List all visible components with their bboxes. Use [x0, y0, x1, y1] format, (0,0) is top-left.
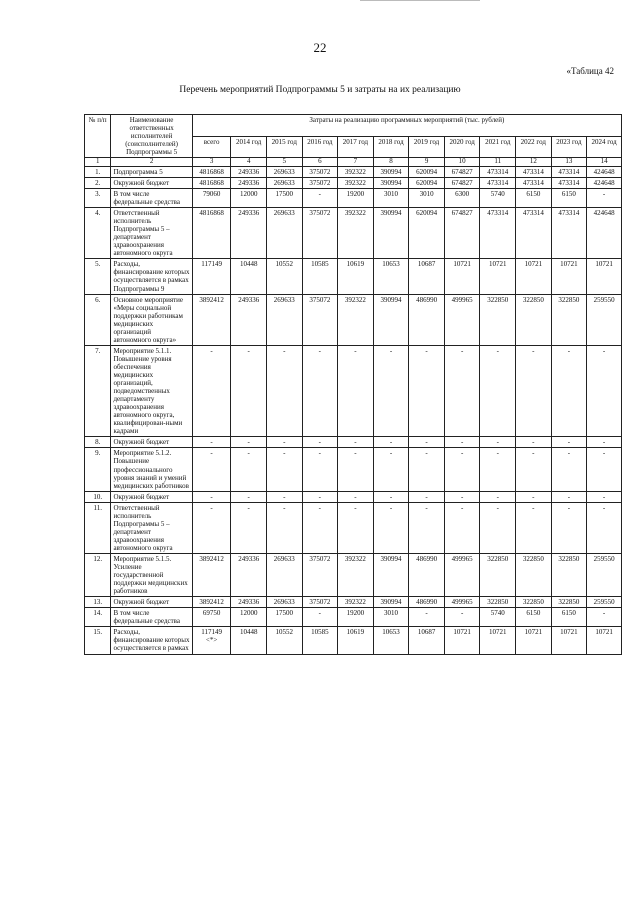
value-cell: - — [302, 608, 338, 627]
table-body — [85, 158, 622, 654]
table-row — [85, 608, 622, 627]
value-cell: 473314 — [551, 177, 587, 188]
row-number: 5. — [85, 259, 111, 294]
value-cell: 259550 — [587, 553, 622, 596]
value-cell: 6150 — [551, 608, 587, 627]
value-cell: 10619 — [338, 627, 374, 654]
row-name: Мероприятие 5.1.5. Усиление государственной поддержки медицинских работников — [111, 553, 192, 596]
value-cell: 322850 — [516, 553, 552, 596]
row-name: Ответственный исполнитель Подпрограммы 5 – департамент здравоохранения автономного округа — [111, 502, 192, 553]
header-year: 2022 год — [516, 136, 552, 158]
value-cell: - — [409, 345, 445, 437]
value-cell: 10585 — [302, 627, 338, 654]
value-cell: 473314 — [480, 166, 516, 177]
value-cell: 486990 — [409, 597, 445, 608]
value-cell: 6300 — [444, 189, 480, 208]
value-cell: 117149 <*> — [192, 627, 231, 654]
table-label: «Таблица 42 — [566, 66, 614, 76]
document-title: Перечень мероприятий Подпрограммы 5 и затраты на их реализацию — [179, 85, 461, 95]
value-cell: - — [587, 437, 622, 448]
row-name: Ответственный исполнитель Подпрограммы 5 – департамент здравоохранения автономного округа — [111, 208, 192, 259]
row-number: 15. — [85, 627, 111, 654]
value-cell: 473314 — [516, 208, 552, 259]
value-cell: 674827 — [444, 166, 480, 177]
column-index-cell: 13 — [551, 158, 587, 167]
value-cell: 620094 — [409, 166, 445, 177]
value-cell: 392322 — [338, 294, 374, 345]
value-cell: 3010 — [373, 608, 409, 627]
row-name: В том числе федеральные средства — [111, 189, 192, 208]
value-cell: - — [551, 502, 587, 553]
value-cell: 424648 — [587, 208, 622, 259]
value-cell: - — [409, 608, 445, 627]
value-cell: 10721 — [516, 259, 552, 294]
row-number: 4. — [85, 208, 111, 259]
row-name: Окружной бюджет — [111, 437, 192, 448]
value-cell: 3892412 — [192, 597, 231, 608]
value-cell: 424648 — [587, 177, 622, 188]
expenditure-table — [84, 114, 622, 655]
value-cell: 4816868 — [192, 177, 231, 188]
value-cell: 249336 — [231, 553, 267, 596]
value-cell: 269633 — [266, 208, 302, 259]
value-cell: 10721 — [516, 627, 552, 654]
table-row — [85, 502, 622, 553]
value-cell: - — [587, 448, 622, 491]
value-cell: - — [302, 345, 338, 437]
value-cell: 269633 — [266, 597, 302, 608]
value-cell: - — [373, 491, 409, 502]
value-cell: 486990 — [409, 553, 445, 596]
value-cell: - — [587, 502, 622, 553]
value-cell: - — [444, 437, 480, 448]
value-cell: - — [516, 345, 552, 437]
row-number: 11. — [85, 502, 111, 553]
table-row — [85, 491, 622, 502]
value-cell: - — [551, 345, 587, 437]
row-number: 13. — [85, 597, 111, 608]
value-cell: 392322 — [338, 177, 374, 188]
column-index-cell: 3 — [192, 158, 231, 167]
value-cell: - — [444, 502, 480, 553]
value-cell: 5740 — [480, 608, 516, 627]
header-year: 2018 год — [373, 136, 409, 158]
table-row — [85, 177, 622, 188]
header-total: всего — [192, 136, 231, 158]
value-cell: - — [266, 345, 302, 437]
table-header — [85, 115, 622, 158]
value-cell: 10721 — [587, 259, 622, 294]
top-edge-line — [360, 0, 480, 1]
value-cell: - — [231, 437, 267, 448]
value-cell: - — [192, 437, 231, 448]
table-row — [85, 627, 622, 654]
column-index-cell: 6 — [302, 158, 338, 167]
value-cell: - — [192, 448, 231, 491]
value-cell: 473314 — [480, 208, 516, 259]
column-index-cell: 14 — [587, 158, 622, 167]
value-cell: 6150 — [551, 189, 587, 208]
value-cell: - — [480, 345, 516, 437]
value-cell: - — [409, 491, 445, 502]
column-index-row — [85, 158, 622, 167]
value-cell: - — [231, 345, 267, 437]
header-year: 2021 год — [480, 136, 516, 158]
header-year: 2023 год — [551, 136, 587, 158]
value-cell: - — [480, 502, 516, 553]
value-cell: 17500 — [266, 608, 302, 627]
table-row — [85, 294, 622, 345]
value-cell: 322850 — [551, 294, 587, 345]
column-index-cell: 12 — [516, 158, 552, 167]
value-cell: 620094 — [409, 208, 445, 259]
value-cell: 3892412 — [192, 294, 231, 345]
row-number: 7. — [85, 345, 111, 437]
value-cell: - — [373, 437, 409, 448]
value-cell: 375072 — [302, 208, 338, 259]
value-cell: 269633 — [266, 553, 302, 596]
value-cell: 390994 — [373, 177, 409, 188]
table-row — [85, 189, 622, 208]
value-cell: - — [373, 345, 409, 437]
table-row — [85, 437, 622, 448]
page-number: 22 — [313, 40, 327, 55]
value-cell: 10721 — [551, 627, 587, 654]
value-cell: 10687 — [409, 259, 445, 294]
value-cell: 375072 — [302, 294, 338, 345]
header-num: № п/п — [85, 115, 111, 158]
value-cell: - — [338, 491, 374, 502]
value-cell: 249336 — [231, 208, 267, 259]
value-cell: - — [338, 502, 374, 553]
value-cell: 674827 — [444, 208, 480, 259]
value-cell: - — [338, 448, 374, 491]
column-index-cell: 2 — [111, 158, 192, 167]
value-cell: - — [409, 448, 445, 491]
row-number: 1. — [85, 166, 111, 177]
value-cell: - — [231, 502, 267, 553]
value-cell: - — [302, 502, 338, 553]
value-cell: 10721 — [444, 627, 480, 654]
value-cell: 322850 — [516, 294, 552, 345]
value-cell: 390994 — [373, 166, 409, 177]
value-cell: 10653 — [373, 627, 409, 654]
value-cell: - — [409, 502, 445, 553]
column-index-cell: 11 — [480, 158, 516, 167]
value-cell: 3892412 — [192, 553, 231, 596]
row-number: 12. — [85, 553, 111, 596]
value-cell: 4816868 — [192, 208, 231, 259]
value-cell: - — [516, 502, 552, 553]
value-cell: - — [231, 448, 267, 491]
value-cell: - — [444, 345, 480, 437]
table-row — [85, 553, 622, 596]
value-cell: 620094 — [409, 177, 445, 188]
value-cell: 249336 — [231, 294, 267, 345]
value-cell: 473314 — [516, 177, 552, 188]
value-cell: 10721 — [587, 627, 622, 654]
value-cell: 322850 — [551, 597, 587, 608]
value-cell: 499965 — [444, 597, 480, 608]
value-cell: 10585 — [302, 259, 338, 294]
value-cell: 249336 — [231, 166, 267, 177]
value-cell: - — [444, 448, 480, 491]
value-cell: 4816868 — [192, 166, 231, 177]
value-cell: 10721 — [551, 259, 587, 294]
table-row — [85, 597, 622, 608]
row-number: 6. — [85, 294, 111, 345]
value-cell: 390994 — [373, 553, 409, 596]
value-cell: - — [192, 502, 231, 553]
value-cell: - — [444, 491, 480, 502]
value-cell: 269633 — [266, 166, 302, 177]
value-cell: - — [266, 437, 302, 448]
value-cell: 10619 — [338, 259, 374, 294]
value-cell: - — [266, 491, 302, 502]
value-cell: 10721 — [480, 627, 516, 654]
row-name: Окружной бюджет — [111, 177, 192, 188]
value-cell: - — [587, 345, 622, 437]
value-cell: - — [551, 437, 587, 448]
value-cell: - — [231, 491, 267, 502]
value-cell: 19200 — [338, 189, 374, 208]
row-number: 10. — [85, 491, 111, 502]
value-cell: 322850 — [516, 597, 552, 608]
value-cell: 392322 — [338, 166, 374, 177]
value-cell: 392322 — [338, 208, 374, 259]
value-cell: - — [302, 437, 338, 448]
column-index-cell: 5 — [266, 158, 302, 167]
value-cell: - — [373, 448, 409, 491]
row-number: 2. — [85, 177, 111, 188]
value-cell: 10653 — [373, 259, 409, 294]
value-cell: 17500 — [266, 189, 302, 208]
row-number: 9. — [85, 448, 111, 491]
value-cell: - — [516, 491, 552, 502]
row-name: В том числе федеральные средства — [111, 608, 192, 627]
value-cell: 3010 — [409, 189, 445, 208]
value-cell: 10552 — [266, 259, 302, 294]
header-costs: Затраты на реализацию программных мероприятий (тыс. рублей) — [192, 115, 621, 137]
value-cell: - — [338, 345, 374, 437]
value-cell: - — [480, 448, 516, 491]
value-cell: 259550 — [587, 294, 622, 345]
value-cell: 473314 — [551, 208, 587, 259]
column-index-cell: 8 — [373, 158, 409, 167]
value-cell: 392322 — [338, 553, 374, 596]
value-cell: 499965 — [444, 553, 480, 596]
value-cell: - — [302, 448, 338, 491]
value-cell: 259550 — [587, 597, 622, 608]
row-number: 8. — [85, 437, 111, 448]
value-cell: 249336 — [231, 597, 267, 608]
value-cell: - — [587, 189, 622, 208]
value-cell: - — [444, 608, 480, 627]
row-name: Расходы, финансирование которых осуществляется в рамках — [111, 627, 192, 654]
value-cell: 12000 — [231, 189, 267, 208]
value-cell: 5740 — [480, 189, 516, 208]
value-cell: - — [338, 437, 374, 448]
value-cell: - — [266, 448, 302, 491]
row-name: Подпрограмма 5 — [111, 166, 192, 177]
value-cell: 392322 — [338, 597, 374, 608]
header-year: 2017 год — [338, 136, 374, 158]
value-cell: - — [302, 189, 338, 208]
value-cell: 6150 — [516, 189, 552, 208]
value-cell: 10721 — [480, 259, 516, 294]
value-cell: 10552 — [266, 627, 302, 654]
value-cell: - — [266, 502, 302, 553]
value-cell: 269633 — [266, 294, 302, 345]
value-cell: 473314 — [480, 177, 516, 188]
value-cell: 322850 — [480, 553, 516, 596]
row-name: Мероприятие 5.1.2. Повышение профессионального уровня знаний и умений медицинских работников — [111, 448, 192, 491]
value-cell: 322850 — [480, 597, 516, 608]
value-cell: 390994 — [373, 208, 409, 259]
header-year: 2014 год — [231, 136, 267, 158]
value-cell: 10721 — [444, 259, 480, 294]
value-cell: 486990 — [409, 294, 445, 345]
value-cell: 390994 — [373, 597, 409, 608]
row-name: Окружной бюджет — [111, 597, 192, 608]
value-cell: 79060 — [192, 189, 231, 208]
row-number: 3. — [85, 189, 111, 208]
table-row — [85, 345, 622, 437]
value-cell: - — [516, 448, 552, 491]
header-year: 2020 год — [444, 136, 480, 158]
value-cell: 269633 — [266, 177, 302, 188]
row-name: Основное мероприятие «Меры социальной поддержки работникам медицинских организаций автономного округа» — [111, 294, 192, 345]
value-cell: - — [302, 491, 338, 502]
table-row — [85, 259, 622, 294]
value-cell: 6150 — [516, 608, 552, 627]
value-cell: - — [516, 437, 552, 448]
value-cell: 12000 — [231, 608, 267, 627]
header-year: 2015 год — [266, 136, 302, 158]
value-cell: - — [192, 491, 231, 502]
table-row — [85, 166, 622, 177]
value-cell: 117149 — [192, 259, 231, 294]
value-cell: 375072 — [302, 597, 338, 608]
value-cell: 674827 — [444, 177, 480, 188]
value-cell: - — [551, 491, 587, 502]
value-cell: 424648 — [587, 166, 622, 177]
value-cell: 10448 — [231, 627, 267, 654]
column-index-cell: 4 — [231, 158, 267, 167]
value-cell: 375072 — [302, 166, 338, 177]
row-number: 14. — [85, 608, 111, 627]
value-cell: 473314 — [516, 166, 552, 177]
value-cell: 10448 — [231, 259, 267, 294]
value-cell: 375072 — [302, 553, 338, 596]
value-cell: - — [480, 491, 516, 502]
value-cell: 69750 — [192, 608, 231, 627]
value-cell: - — [587, 608, 622, 627]
column-index-cell: 9 — [409, 158, 445, 167]
value-cell: 322850 — [551, 553, 587, 596]
value-cell: 390994 — [373, 294, 409, 345]
value-cell: 19200 — [338, 608, 374, 627]
value-cell: - — [587, 491, 622, 502]
header-year: 2019 год — [409, 136, 445, 158]
table-row — [85, 448, 622, 491]
header-name: Наименование ответственных исполнителей (соисполнителей) Подпрограммы 5 — [111, 115, 192, 158]
value-cell: - — [409, 437, 445, 448]
row-name: Расходы, финансирование которых осуществляется в рамках Подпрограммы 9 — [111, 259, 192, 294]
value-cell: 249336 — [231, 177, 267, 188]
value-cell: 10687 — [409, 627, 445, 654]
value-cell: - — [192, 345, 231, 437]
value-cell: - — [480, 437, 516, 448]
header-year: 2016 год — [302, 136, 338, 158]
header-year: 2024 год — [587, 136, 622, 158]
column-index-cell: 1 — [85, 158, 111, 167]
value-cell: 322850 — [480, 294, 516, 345]
value-cell: 375072 — [302, 177, 338, 188]
value-cell: - — [373, 502, 409, 553]
column-index-cell: 7 — [338, 158, 374, 167]
table-row — [85, 208, 622, 259]
value-cell: 3010 — [373, 189, 409, 208]
row-name: Мероприятие 5.1.1. Повышение уровня обеспечения медицинских организаций, подведомственных департаменту здравоохранения автономного округа, квалифицирован-ными кадрами — [111, 345, 192, 437]
value-cell: 473314 — [551, 166, 587, 177]
value-cell: - — [551, 448, 587, 491]
value-cell: 499965 — [444, 294, 480, 345]
column-index-cell: 10 — [444, 158, 480, 167]
row-name: Окружной бюджет — [111, 491, 192, 502]
